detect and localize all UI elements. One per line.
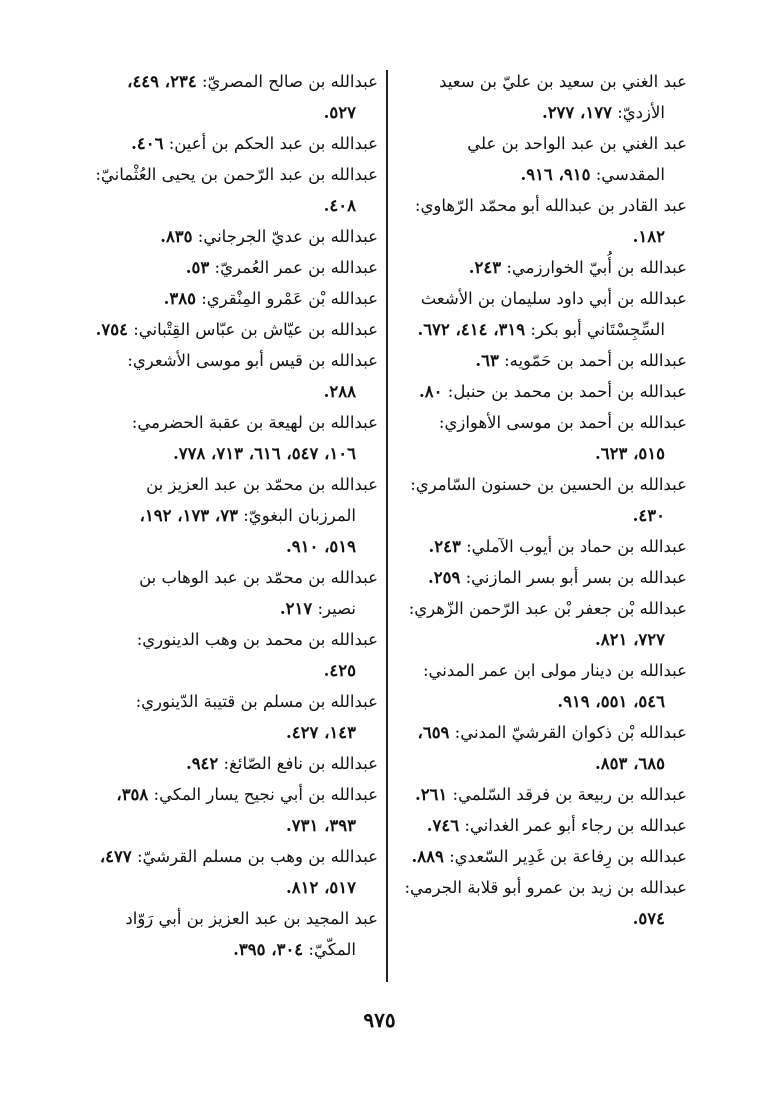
entry-name: عبدالله بن صالح المصريّ: (201, 72, 378, 91)
entry-name: عبدالله بن عمر العُمريّ: (214, 258, 378, 277)
entry-pages-continued: ٣٩٣، ٧٣١. (285, 816, 356, 835)
index-entry (382, 469, 687, 531)
entry-pages: ٨٣٥. (160, 227, 193, 246)
entry-continuation (382, 903, 687, 934)
entry-name: عبدالله بن أُبيّ الخوارزمي: (506, 258, 687, 277)
entry-name: عبدالله بن لهيعة بن عقبة الحضرمي: (131, 413, 378, 432)
entry-name-continued: المكّيّ: (308, 940, 356, 959)
entry-pages: ٢٦١. (414, 785, 448, 804)
entry-name-continued: السِّجِسْتَاني أبو بكر: (530, 320, 665, 339)
index-column-left (68, 66, 378, 965)
entry-pages: ٣١٩، ٤١٤، ٦٧٢. (417, 320, 526, 339)
index-entry (382, 407, 687, 469)
entry-continuation (68, 190, 378, 221)
entry-pages: ٢٨٨. (323, 382, 356, 401)
column-divider (386, 70, 388, 982)
entry-pages: ٣٨٥. (163, 289, 196, 308)
entry-pages: ٩١٥، ٩١٦. (520, 165, 591, 184)
entry-continuation (68, 500, 378, 531)
entry-pages: ٥١٥، ٦٢٣. (594, 444, 665, 463)
entry-name: عبد الغني بن عبد الواحد بن علي (467, 134, 687, 153)
entry-pages: ١٧٧، ٢٧٧. (541, 103, 612, 122)
entry-pages: ٧٣، ١٧٣، ١٩٢، (139, 506, 238, 525)
entry-pages: ٢٣٤، ٤٤٩، (127, 72, 197, 91)
index-entry (68, 469, 378, 562)
entry-pages: ٣٥٨، (116, 785, 149, 804)
entry-pages: ٩٤٢. (185, 754, 219, 773)
entry-pages-continued: ٦٨٥، ٨٥٣. (594, 754, 665, 773)
entry-pages-continued: ٥١٧، ٨١٢. (285, 878, 356, 897)
entry-pages: ٢٤٣. (468, 258, 502, 277)
index-entry (382, 345, 687, 376)
entry-name: عبدالله بْن عَمْرو المِنْقري: (201, 289, 378, 308)
index-entry (382, 128, 687, 190)
index-entry (68, 841, 378, 903)
entry-name: عبدالله بن رِفاعة بن غَدِير السّعدي: (449, 847, 687, 866)
entry-pages: ٨٨٩. (411, 847, 444, 866)
index-entry (68, 748, 378, 779)
index-entry (382, 562, 687, 593)
entry-continuation (382, 221, 687, 252)
index-entry (68, 159, 378, 221)
entry-name: عبدالله بن دينار مولى ابن عمر المدني: (422, 661, 687, 680)
entry-name: عبدالله بْن جعفر بْن عبد الرّحمن الزّهري: (408, 599, 687, 618)
index-entry (68, 128, 378, 159)
index-entry (382, 376, 687, 407)
index-entry (382, 655, 687, 717)
entry-name: عبدالله بن مسلم بن قتيبة الدّينوري: (135, 692, 378, 711)
entry-name: عبدالله بن أبي نجيح يسار المكي: (153, 785, 378, 804)
entry-name: عبدالله بن محمد بن وهب الدينوري: (136, 630, 378, 649)
index-entry (68, 314, 378, 345)
entry-pages: ١٨٢. (632, 227, 665, 246)
index-entry (68, 903, 378, 965)
index-entry (68, 407, 378, 469)
entry-continuation (382, 314, 687, 345)
index-entry (68, 66, 378, 128)
entry-name: عبدالله بن محمّد بن عبد الوهاب بن (139, 568, 378, 587)
entry-pages: ٨٠. (419, 382, 443, 401)
entry-pages: ٧٤٦. (426, 816, 460, 835)
index-entry (382, 283, 687, 345)
entry-pages: ٣٠٤، ٣٩٥. (233, 940, 304, 959)
entry-pages: ٥٤٦، ٥٥١، ٩١٩. (557, 692, 665, 711)
entry-continuation (68, 717, 378, 748)
index-entry (68, 252, 378, 283)
entry-name: عبدالله بن رجاء أبو عمر الغداني: (464, 816, 687, 835)
index-entry (382, 810, 687, 841)
entry-continuation (68, 655, 378, 686)
entry-name-continued: نصير: (317, 599, 356, 618)
entry-name: عبد المجيد بن عبد العزيز بن أبي رَوّاد (125, 909, 378, 928)
entry-continuation (68, 438, 378, 469)
entry-continuation (68, 376, 378, 407)
entry-name: عبدالله بْن ذكوان القرشيّ المدني: (454, 723, 687, 742)
entry-name: عبدالله بن عبد الرّحمن بن يحيى العُثْمانيّ: (95, 165, 378, 184)
entry-pages: ٢٤٣. (428, 537, 461, 556)
entry-pages: ٧٢٧، ٨٢١. (594, 630, 665, 649)
index-entry (68, 624, 378, 686)
entry-pages: ٦٥٩، (417, 723, 450, 742)
entry-pages: ٦٣. (475, 351, 499, 370)
index-entry (68, 562, 378, 624)
entry-name: عبدالله بن حماد بن أيوب الآملي: (466, 537, 687, 556)
index-entry (382, 872, 687, 934)
entry-continuation (382, 686, 687, 717)
entry-name: عبدالله بن محمّد بن عبد العزيز بن (146, 475, 378, 494)
index-entry (382, 593, 687, 655)
entry-name: عبدالله بن وهب بن مسلم القرشيّ: (136, 847, 378, 866)
entry-pages: ٤٢٥. (323, 661, 356, 680)
entry-name: عبدالله بن نافع الصّائغ: (223, 754, 378, 773)
index-entry (382, 66, 687, 128)
entry-name: عبدالله بن أحمد بن محمد بن حنبل: (447, 382, 687, 401)
index-entry (68, 779, 378, 841)
entry-pages: ٢١٧. (279, 599, 313, 618)
entry-pages: ٤٠٨. (323, 196, 356, 215)
entry-name: عبدالله بن أحمد بن موسى الأهوازي: (438, 413, 687, 432)
entry-continuation (382, 438, 687, 469)
page-number: ٩٧٥ (363, 1008, 396, 1032)
index-entry (68, 221, 378, 252)
entry-pages: ١٤٣، ٤٢٧. (285, 723, 356, 742)
index-entry (68, 283, 378, 314)
index-entry (382, 531, 687, 562)
entry-name-continued: الأزديّ: (617, 103, 665, 122)
entry-name: عبدالله بن أبي داود سليمان بن الأشعث (420, 289, 687, 308)
entry-name: عبدالله بن عبد الحكم بن أعين: (168, 134, 378, 153)
entry-pages: ٤٣٠. (632, 506, 665, 525)
index-entry (382, 779, 687, 810)
entry-name: عبدالله بن زيد بن عمرو أبو قلابة الجرمي: (404, 878, 687, 897)
entry-pages-continued: ٥١٩، ٩١٠. (285, 537, 356, 556)
entry-name: عبدالله بن عيّاش بن عبّاس القِتْباني: (133, 320, 378, 339)
index-entry (382, 717, 687, 779)
entry-pages: ٤٠٦. (131, 134, 164, 153)
entry-pages: ٥٣. (185, 258, 210, 277)
entry-continuation (382, 97, 687, 128)
entry-pages: ٤٧٧، (99, 847, 132, 866)
entry-name: عبدالله بن عديّ الجرجاني: (197, 227, 378, 246)
entry-pages: ٧٥٤. (95, 320, 128, 339)
entry-name-continued: المرزبان البغويّ: (243, 506, 356, 525)
entry-continuation (68, 934, 378, 965)
entry-pages-continued: ٥٢٧. (323, 103, 356, 122)
entry-name: عبد القادر بن عبدالله أبو محمّد الرّهاوي: (414, 196, 687, 215)
entry-name: عبدالله بن ربيعة بن فرقد السّلمي: (452, 785, 687, 804)
entry-name: عبدالله بن أحمد بن حَمّويه: (504, 351, 687, 370)
entry-name: عبد الغني بن سعيد بن عليّ بن سعيد (439, 72, 687, 91)
index-entry (382, 252, 687, 283)
entry-continuation (382, 159, 687, 190)
index-column-right (382, 66, 687, 934)
entry-pages: ٥٧٤. (632, 909, 665, 928)
entry-continuation (382, 624, 687, 655)
entry-continuation (382, 500, 687, 531)
entry-pages: ٢٥٩. (428, 568, 461, 587)
entry-pages: ١٠٦، ٥٤٧، ٦١٦، ٧١٣، ٧٧٨. (172, 444, 356, 463)
index-entry (68, 345, 378, 407)
entry-name: عبدالله بن قيس أبو موسى الأشعري: (127, 351, 378, 370)
entry-name: عبدالله بن بسر أبو بسر المازني: (465, 568, 687, 587)
index-entry (382, 190, 687, 252)
entry-name: عبدالله بن الحسين بن حسنون السّامري: (410, 475, 687, 494)
entry-name-continued: المقدسي: (595, 165, 665, 184)
index-entry (382, 841, 687, 872)
index-entry (68, 686, 378, 748)
entry-continuation (68, 593, 378, 624)
